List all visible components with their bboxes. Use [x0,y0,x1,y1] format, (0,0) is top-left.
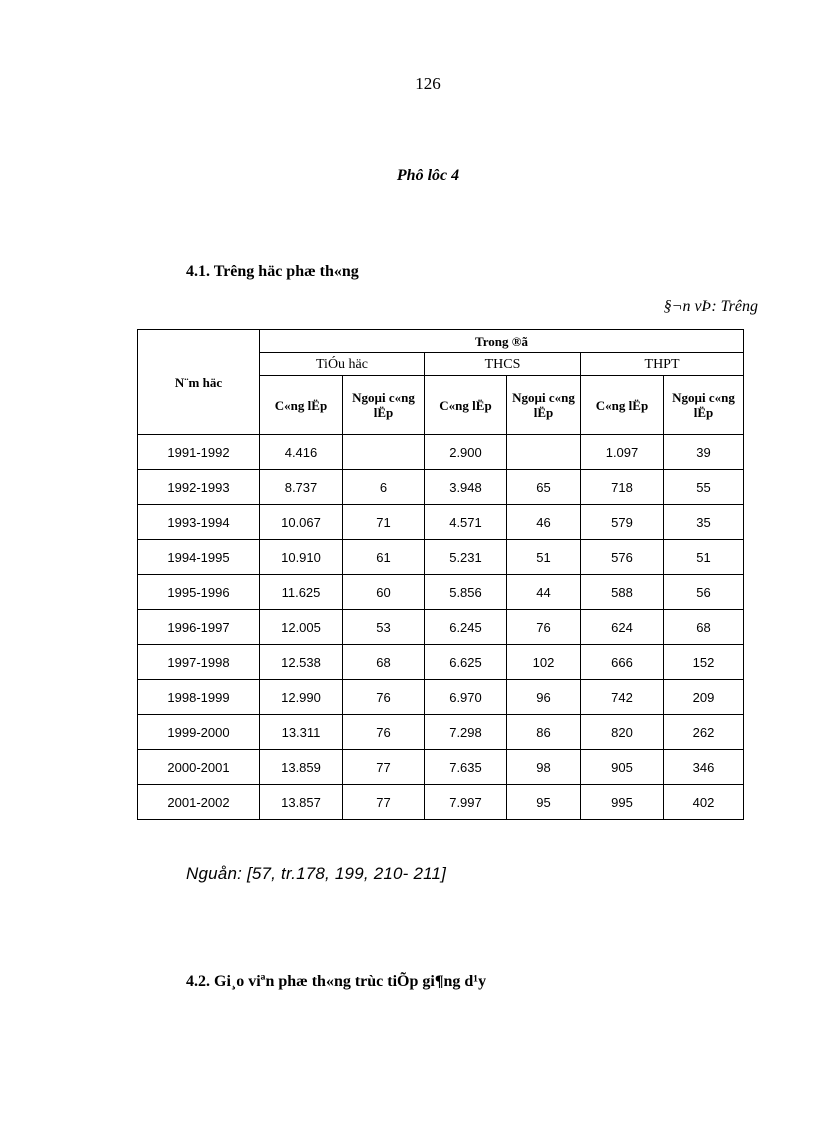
year-cell: 1996-1997 [138,610,260,645]
page-number: 126 [415,74,441,93]
value-cell: 6.625 [425,645,507,680]
value-cell: 76 [507,610,581,645]
value-cell: 346 [664,750,744,785]
value-cell: 61 [343,540,425,575]
year-cell: 1994-1995 [138,540,260,575]
value-cell: 579 [581,505,664,540]
value-cell: 86 [507,715,581,750]
value-cell: 5.231 [425,540,507,575]
value-cell: 995 [581,785,664,820]
value-cell: 102 [507,645,581,680]
value-cell: 51 [664,540,744,575]
value-cell: 742 [581,680,664,715]
value-cell: 76 [343,715,425,750]
value-cell: 5.856 [425,575,507,610]
value-cell: 402 [664,785,744,820]
value-cell: 624 [581,610,664,645]
value-cell: 262 [664,715,744,750]
value-cell: 65 [507,470,581,505]
year-cell: 1992-1993 [138,470,260,505]
sub-header-non-public: Ngoµi c«ng lËp [507,376,581,435]
year-cell: 1995-1996 [138,575,260,610]
value-cell: 4.571 [425,505,507,540]
value-cell: 209 [664,680,744,715]
value-cell: 71 [343,505,425,540]
value-cell: 95 [507,785,581,820]
value-cell: 718 [581,470,664,505]
table-row [138,540,744,575]
level-header-primary: TiÓu häc [260,353,425,376]
level-header-thcs: THCS [425,353,581,376]
value-cell: 44 [507,575,581,610]
table-row [138,715,744,750]
value-cell: 6.245 [425,610,507,645]
sub-header-non-public: Ngoµi c«ng lËp [343,376,425,435]
value-cell: 588 [581,575,664,610]
value-cell: 68 [343,645,425,680]
value-cell: 46 [507,505,581,540]
sub-header-public: C«ng lËp [260,376,343,435]
table-row [138,435,744,470]
table-row [138,575,744,610]
table-row [138,645,744,680]
value-cell [507,435,581,470]
value-cell: 13.859 [260,750,343,785]
year-cell: 2000-2001 [138,750,260,785]
value-cell: 55 [664,470,744,505]
value-cell: 152 [664,645,744,680]
table-row [138,785,744,820]
value-cell: 56 [664,575,744,610]
value-cell: 98 [507,750,581,785]
value-cell: 7.298 [425,715,507,750]
table-row [138,610,744,645]
value-cell: 13.311 [260,715,343,750]
value-cell: 666 [581,645,664,680]
table-row [138,470,744,505]
value-cell: 76 [343,680,425,715]
value-cell: 68 [664,610,744,645]
schools-table [137,329,744,820]
value-cell: 12.538 [260,645,343,680]
value-cell: 6.970 [425,680,507,715]
value-cell: 1.097 [581,435,664,470]
sub-header-non-public: Ngoµi c«ng lËp [664,376,744,435]
year-cell: 2001-2002 [138,785,260,820]
section-2-heading: 4.2. Gi¸o viªn phæ th«ng trùc tiÕp gi¶ng d¹y [186,973,487,990]
value-cell: 11.625 [260,575,343,610]
value-cell: 39 [664,435,744,470]
group-header: Trong ®ã [260,330,744,353]
value-cell: 3.948 [425,470,507,505]
value-cell: 7.635 [425,750,507,785]
value-cell: 10.067 [260,505,343,540]
year-cell: 1998-1999 [138,680,260,715]
value-cell: 12.990 [260,680,343,715]
year-cell: 1993-1994 [138,505,260,540]
year-cell: 1991-1992 [138,435,260,470]
value-cell: 77 [343,750,425,785]
value-cell: 2.900 [425,435,507,470]
value-cell: 6 [343,470,425,505]
source-note: Nguån: [57, tr.178, 199, 210- 211] [186,864,447,883]
table-row [138,750,744,785]
value-cell: 905 [581,750,664,785]
value-cell: 96 [507,680,581,715]
value-cell: 12.005 [260,610,343,645]
year-cell: 1997-1998 [138,645,260,680]
sub-header-public: C«ng lËp [425,376,507,435]
value-cell: 13.857 [260,785,343,820]
unit-note: §¬n vÞ: Trêng [663,298,758,315]
value-cell: 35 [664,505,744,540]
value-cell: 820 [581,715,664,750]
section-1-heading: 4.1. Trêng häc phæ th«ng [186,263,359,280]
value-cell: 576 [581,540,664,575]
table-body [138,435,744,820]
value-cell: 60 [343,575,425,610]
sub-header-public: C«ng lËp [581,376,664,435]
level-header-thpt: THPT [581,353,744,376]
value-cell: 4.416 [260,435,343,470]
value-cell: 7.997 [425,785,507,820]
appendix-title: Phô lôc 4 [396,167,460,184]
value-cell: 77 [343,785,425,820]
value-cell: 53 [343,610,425,645]
table-row [138,680,744,715]
table-row [138,505,744,540]
value-cell: 51 [507,540,581,575]
value-cell: 8.737 [260,470,343,505]
value-cell: 10.910 [260,540,343,575]
value-cell [343,435,425,470]
year-header: N¨m häc [138,330,260,435]
year-cell: 1999-2000 [138,715,260,750]
